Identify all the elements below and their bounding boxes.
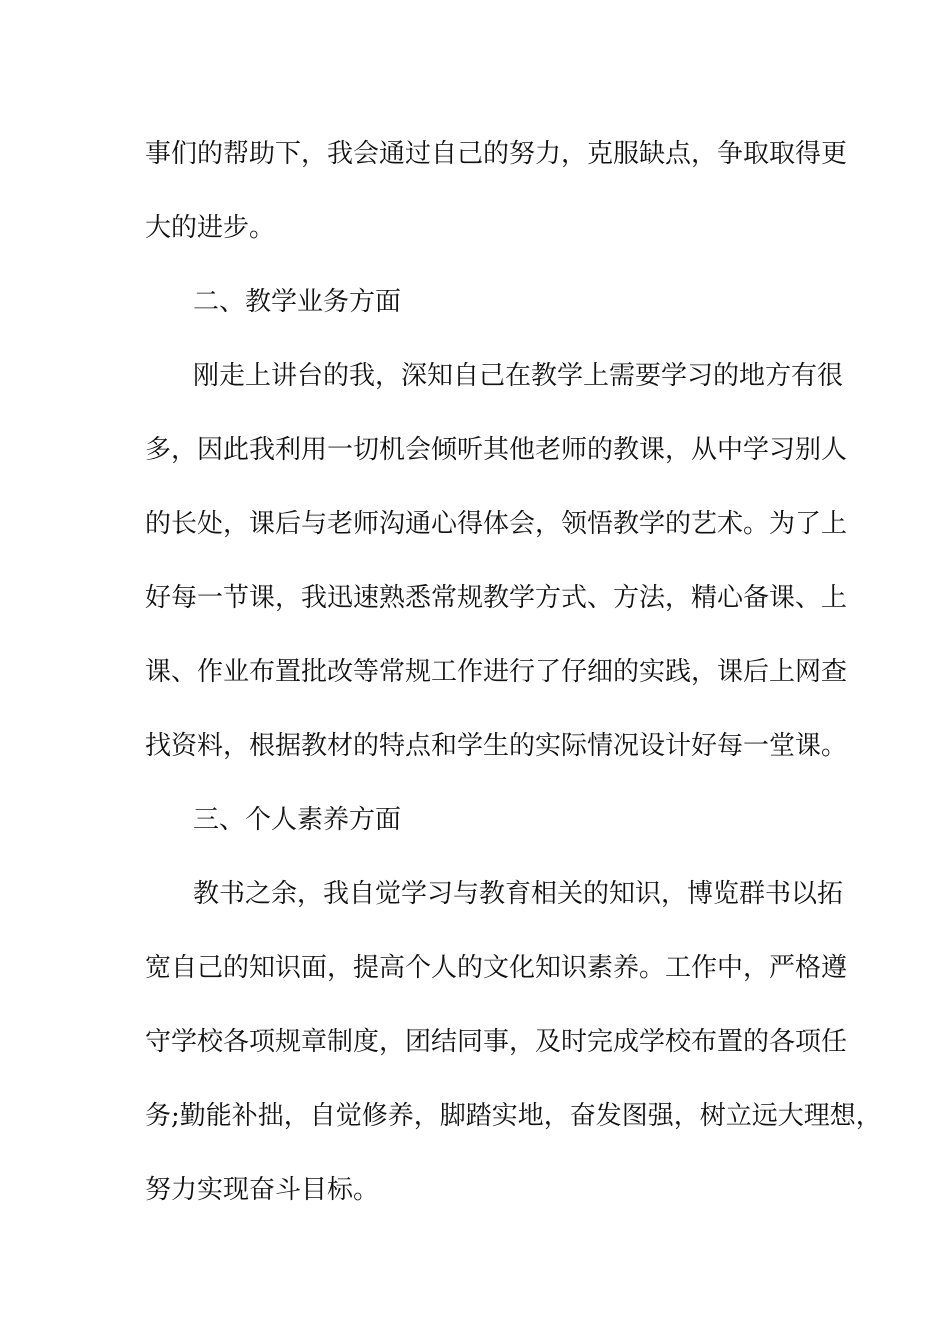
paragraph-line: 的长处，课后与老师沟通心得体会，领悟教学的艺术。为了上: [145, 509, 848, 539]
paragraph-line: 教书之余，我自觉学习与教育相关的知识，博览群书以拓: [193, 879, 844, 909]
paragraph-line: 守学校各项规章制度，团结同事，及时完成学校布置的各项任: [145, 1027, 848, 1057]
paragraph-line: 刚走上讲台的我，深知自己在教学上需要学习的地方有很: [193, 361, 844, 391]
paragraph-line: 好每一节课，我迅速熟悉常规教学方式、方法，精心备课、上: [145, 583, 848, 613]
paragraph-line: 务;勤能补拙，自觉修养，脚踏实地，奋发图强，树立远大理想，: [145, 1101, 882, 1131]
paragraph-line: 宽自己的知识面，提高个人的文化知识素养。工作中，严格遵: [145, 953, 848, 983]
paragraph-line: 课、作业布置批改等常规工作进行了仔细的实践，课后上网查: [145, 657, 848, 687]
paragraph-line: 多，因此我利用一切机会倾听其他老师的教课，从中学习别人: [145, 435, 848, 465]
paragraph-line: 大的进步。: [145, 213, 276, 243]
paragraph-line: 努力实现奋斗目标。: [145, 1175, 380, 1205]
paragraph-line: 事们的帮助下，我会通过自己的努力，克服缺点，争取取得更: [145, 139, 848, 169]
section-heading: 三、个人素养方面: [193, 805, 402, 835]
section-heading: 二、教学业务方面: [193, 287, 402, 317]
paragraph-line: 找资料，根据教材的特点和学生的实际情况设计好每一堂课。: [145, 731, 848, 761]
